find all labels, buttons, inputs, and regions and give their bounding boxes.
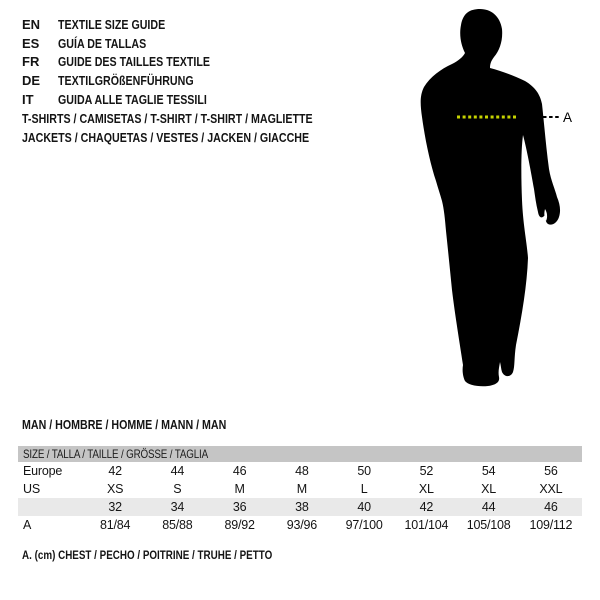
row-label: US [23,482,40,496]
row-label: A [23,518,32,532]
man-silhouette-path [421,9,560,386]
language-label-text: GUIDA ALLE TAGLIE TESSILI [58,91,207,107]
size-cell: 109/112 [529,518,573,532]
size-cell: M [296,482,307,496]
size-cell: XS [106,482,124,496]
size-table-header [18,446,582,462]
section-title [22,415,271,434]
size-table-header-text: SIZE / TALLA / TAILLE / GRÖSSE / TAGLIA [23,447,209,461]
language-code: FR [22,54,40,70]
table-row [18,462,582,480]
garment-line-text: JACKETS / CHAQUETAS / VESTES / JACKEN / GIACCHE [22,130,310,145]
size-cell: XXL [539,482,563,496]
size-cell: 44 [170,464,185,478]
size-cell: 44 [481,500,496,514]
size-cell: 89/92 [224,518,255,532]
measure-a-label: A [563,110,573,125]
measurement-footnote [22,545,327,564]
size-cell: 42 [419,500,434,514]
size-cell: 46 [544,500,558,514]
language-label-text: TEXTILE SIZE GUIDE [58,16,166,32]
size-cell: 36 [232,500,247,514]
size-cell: 40 [357,500,371,514]
size-cell: 81/84 [99,518,131,532]
size-cell: 105/108 [466,518,511,532]
size-cell: 42 [108,464,122,478]
size-cell: XL [418,482,434,496]
size-cell: 52 [419,464,434,478]
size-cell: 97/100 [345,518,383,532]
language-code: IT [22,91,34,107]
language-label-text: GUIDE DES TAILLES TEXTILE [58,54,211,70]
size-cell: 54 [481,464,496,478]
language-label-text: GUÍA DE TALLAS [58,35,147,51]
size-cell: 46 [232,464,247,478]
row-label: Europe [23,464,63,478]
size-cell: 48 [295,464,309,478]
size-cell: 32 [108,500,122,514]
size-cell: S [173,482,182,496]
measurement-footnote-text: A. (cm) CHEST / PECHO / POITRINE / TRUHE / PETTO [22,547,273,562]
table-row [18,498,582,516]
size-cell: 34 [170,500,185,514]
garment-line-text: T-SHIRTS / CAMISETAS / T-SHIRT / T-SHIRT / MAGLIETTE [22,111,313,126]
language-code: EN [22,16,41,32]
table-row [18,480,582,498]
size-table [18,446,582,534]
size-cell: 56 [544,464,558,478]
size-cell: 38 [295,500,309,514]
language-label-text: TEXTILGRÖßENFÜHRUNG [58,72,194,88]
size-cell: 50 [357,464,371,478]
section-title-text: MAN / HOMBRE / HOMME / MANN / MAN [22,417,227,432]
size-cell: 101/104 [404,518,449,532]
table-row [18,516,582,534]
size-cell: L [360,482,368,496]
size-cell: XL [481,482,497,496]
language-code: DE [22,72,41,88]
size-table-body [18,462,582,534]
language-code: ES [22,35,40,51]
size-cell: M [234,482,245,496]
size-cell: 93/96 [286,518,318,532]
size-cell: 85/88 [162,518,193,532]
